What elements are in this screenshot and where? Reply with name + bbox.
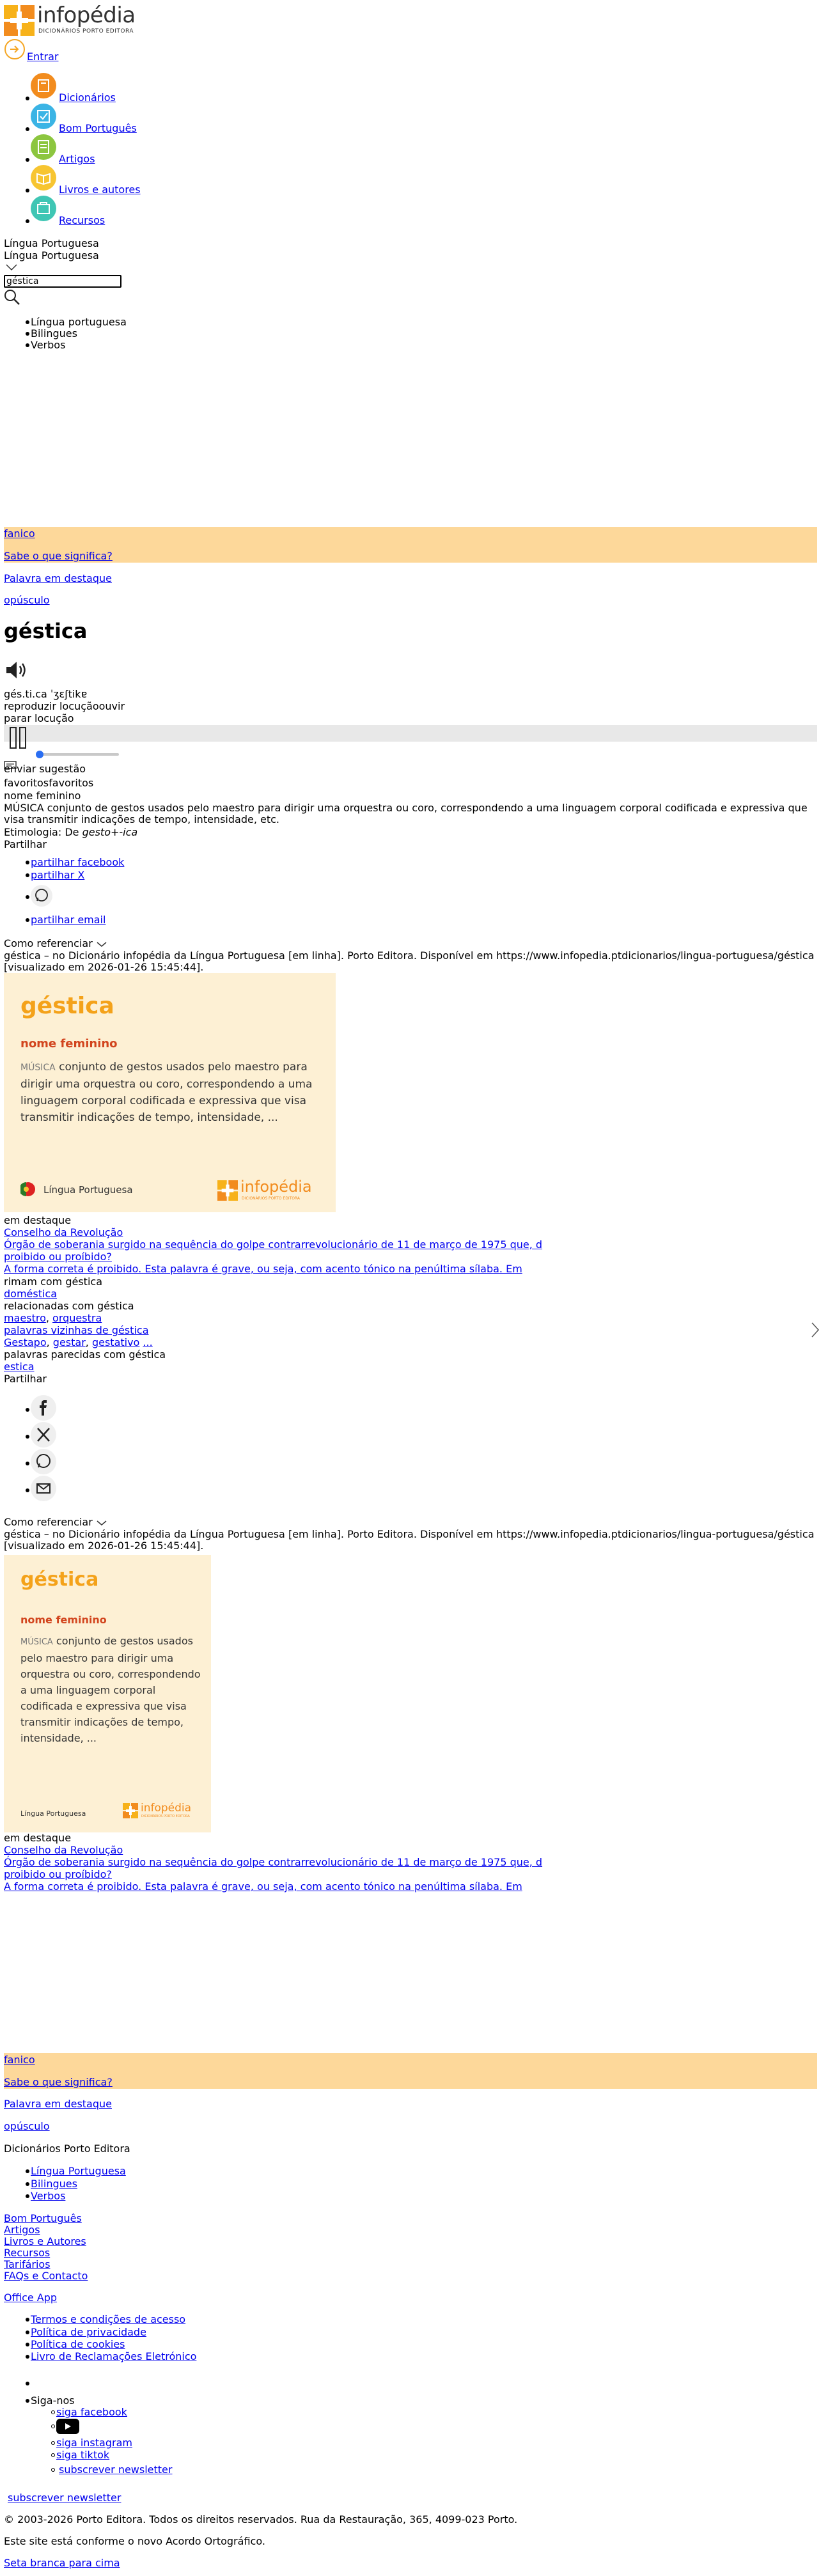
- play-alt: reproduzir locução: [4, 700, 99, 712]
- highlight-title-3[interactable]: Conselho da Revolução: [4, 1844, 123, 1856]
- similar-label: palavras parecidas com géstica: [4, 1348, 166, 1361]
- card-brand-name-2: infopédia: [141, 1802, 192, 1815]
- rhyme-word[interactable]: doméstica: [4, 1288, 58, 1300]
- etymology: [4, 827, 137, 838]
- card-brand-2: [123, 1802, 199, 1821]
- play-audio[interactable]: [4, 701, 196, 712]
- promo-cta[interactable]: Sabe o que significa?: [4, 550, 113, 562]
- neighbor-words: Gestapo, gestar, gestativo ...: [4, 1336, 153, 1348]
- promo-word-link[interactable]: fanico: [4, 527, 35, 540]
- cite-toggle[interactable]: [4, 938, 196, 949]
- share-email[interactable]: partilhar email: [31, 914, 106, 926]
- rhymes-label: rimam com géstica: [4, 1276, 102, 1288]
- card-language: Língua Portuguesa: [43, 1184, 133, 1196]
- favorites-alt: favoritos: [4, 777, 49, 789]
- featured-word-2[interactable]: opúsculo: [4, 2120, 50, 2132]
- highlight-excerpt-2[interactable]: A forma correta é proibido. Esta palavra é grave, ou seja, com acento tónico na penúltima sílaba. Em: [4, 1263, 522, 1275]
- favorites-button[interactable]: [4, 777, 196, 789]
- follow-newsletter[interactable]: subscrever newsletter: [59, 2463, 173, 2476]
- card-domain: MÚSICA: [20, 1063, 56, 1073]
- citation-text: géstica – no Dicionário infopédia da Língua Portuguesa [em linha]. Porto Editora. Disponível em https://www.infopedia.ptdicionarios/lingua-portuguesa/géstica [visualizado em 2026-01-26 15:45:44].: [4, 949, 815, 973]
- related-label: relacionadas com géstica: [4, 1300, 134, 1312]
- share-facebook-button[interactable]: [31, 1395, 56, 1421]
- whatsapp-icon: [31, 1449, 56, 1474]
- footer-link-pricing[interactable]: Tarifários: [4, 2258, 51, 2270]
- domain-label: MÚSICA: [4, 802, 44, 814]
- footer-privacy[interactable]: Política de privacidade: [31, 2326, 146, 2338]
- audio-player[interactable]: [4, 725, 817, 763]
- card-text: conjunto de gestos usados pelo maestro para dirigir uma orquestra ou coro, correspondendo a uma linguagem corporal codificada e expressiva que visa transmitir indicações de tempo, intensidade, ...: [20, 1061, 313, 1124]
- headword: géstica: [4, 619, 88, 643]
- footer-newsletter[interactable]: subscrever newsletter: [8, 2492, 121, 2504]
- dictionaries-icon: [31, 73, 56, 98]
- footer-dict-bilingual[interactable]: Bilingues: [31, 2178, 77, 2190]
- highlights-label-2: em destaque: [4, 1832, 72, 1844]
- highlight-title-2[interactable]: proibido ou proíbido?: [4, 1251, 112, 1263]
- option-portuguese[interactable]: Língua portuguesa: [31, 316, 127, 328]
- cite-label-2: Como referenciar: [4, 1516, 93, 1528]
- card-brand-sub-2: DICIONÁRIOS PORTO EDITORA: [141, 1815, 190, 1818]
- card-definition-2: [20, 1633, 201, 1746]
- card-text-2: conjunto de gestos usados pelo maestro para dirigir uma orquestra ou coro, correspondendo a uma linguagem corporal codificada e expressiva que visa transmitir indicações de tempo, intensidade, ...: [20, 1635, 201, 1744]
- highlight-excerpt-3[interactable]: Órgão de soberania surgido na sequência do golpe contrarrevolucionário de 11 de março de 1975 que, d: [4, 1856, 543, 1868]
- share-whatsapp-button[interactable]: [31, 1449, 56, 1474]
- card-title-2: géstica: [20, 1568, 99, 1591]
- share-email-button[interactable]: [31, 1476, 56, 1501]
- footer-link-bom-portugues[interactable]: Bom Português: [4, 2212, 82, 2224]
- card-grammar: nome feminino: [20, 1037, 118, 1050]
- featured-word[interactable]: opúsculo: [4, 594, 50, 606]
- etymology-term: gesto+-ica: [82, 826, 138, 838]
- card-brand-sub: DICIONÁRIOS PORTO EDITORA: [242, 1196, 301, 1201]
- entry-card: [4, 973, 336, 1212]
- cite-label: Como referenciar: [4, 937, 93, 949]
- x-icon: [31, 1422, 56, 1448]
- footer-terms[interactable]: Termos e condições de acesso: [31, 2313, 186, 2325]
- highlight-title-4[interactable]: proibido ou proíbido?: [4, 1868, 112, 1880]
- footer-dict-verbs[interactable]: Verbos: [31, 2190, 66, 2202]
- suggest-label: enviar sugestão: [4, 763, 86, 775]
- share-x[interactable]: partilhar X: [31, 869, 85, 881]
- portugal-flag-icon: [20, 1182, 36, 1197]
- featured-word-label[interactable]: Palavra em destaque: [4, 572, 112, 584]
- follow-instagram[interactable]: siga instagram: [56, 2437, 132, 2449]
- chevron-down-icon: [96, 1520, 107, 1526]
- neighbor-more[interactable]: ...: [143, 1336, 153, 1348]
- footer-link-faq[interactable]: FAQs e Contacto: [4, 2270, 88, 2282]
- logo-mark-icon: [123, 1803, 138, 1818]
- audio-seek-slider[interactable]: [36, 751, 121, 758]
- login-area[interactable]: [4, 38, 81, 64]
- chevron-down-icon: [96, 941, 107, 948]
- highlight-excerpt-1[interactable]: Órgão de soberania surgido na sequência do golpe contrarrevolucionário de 11 de março de 1975 que, d: [4, 1238, 543, 1251]
- suggest-area[interactable]: [4, 761, 196, 775]
- logo-mark-icon: [4, 5, 35, 36]
- whatsapp-icon: [31, 885, 52, 907]
- footer-dicts-list: [0, 2166, 192, 2204]
- dictionary-label: Língua Portuguesa: [4, 237, 99, 249]
- promo-banner-2[interactable]: [4, 2053, 817, 2089]
- speaker-icon[interactable]: [4, 660, 29, 680]
- logo-subtitle: DICIONÁRIOS PORTO EDITORA: [38, 28, 134, 35]
- search-icon[interactable]: [4, 289, 20, 306]
- nav-resources[interactable]: Recursos: [59, 214, 106, 226]
- articles-icon: [31, 134, 56, 160]
- play-label: ouvir: [98, 700, 125, 712]
- neighbor-word-2[interactable]: gestar: [52, 1336, 86, 1348]
- footer-office-app[interactable]: Office App: [4, 2291, 58, 2304]
- main-nav: [0, 70, 256, 230]
- pause-icon[interactable]: [9, 725, 28, 751]
- neighbors-label[interactable]: palavras vizinhas de géstica: [4, 1324, 149, 1336]
- highlight-excerpt-4[interactable]: A forma correta é proibido. Esta palavra é grave, ou seja, com acento tónico na penúltima sílaba. Em: [4, 1880, 522, 1893]
- definition: [4, 802, 817, 825]
- entry-card-2: [4, 1555, 211, 1832]
- card-grammar-2: nome feminino: [20, 1614, 107, 1626]
- nav-articles[interactable]: Artigos: [59, 153, 95, 165]
- grammar-category: nome feminino: [4, 790, 81, 802]
- share-label-2: Partilhar: [4, 1373, 47, 1385]
- books-icon: [31, 165, 56, 191]
- youtube-icon[interactable]: [56, 2419, 79, 2434]
- email-icon: [31, 1476, 56, 1501]
- footer-orthography: Este site está conforme o novo Acordo Ortográfico.: [4, 2535, 265, 2547]
- logo-mark-icon: [217, 1180, 238, 1201]
- share-whatsapp[interactable]: [31, 885, 52, 907]
- search-input[interactable]: [4, 275, 121, 288]
- promo-cta-2[interactable]: Sabe o que significa?: [4, 2076, 113, 2088]
- footer-dicts-heading: Dicionários Porto Editora: [4, 2143, 130, 2155]
- highlights-label: em destaque: [4, 1214, 72, 1226]
- favorites-label: favoritos: [49, 777, 94, 789]
- share-list: [0, 857, 256, 927]
- login-icon: [4, 38, 26, 60]
- highlight-title-1[interactable]: Conselho da Revolução: [4, 1226, 123, 1238]
- dictionary-options: [0, 316, 192, 355]
- etymology-prefix: Etimologia: De: [4, 826, 82, 838]
- promo-word-link-2[interactable]: fanico: [4, 2054, 35, 2066]
- option-bilingual[interactable]: Bilingues: [31, 327, 77, 340]
- related-words: maestro, orquestra: [4, 1312, 102, 1324]
- card-definition: [20, 1059, 315, 1126]
- stop-audio[interactable]: parar locução: [4, 712, 74, 724]
- related-word-1[interactable]: maestro: [4, 1312, 46, 1324]
- footer-dict-portuguese[interactable]: Língua Portuguesa: [31, 2165, 126, 2177]
- share-list-2: [0, 1394, 128, 1509]
- footer-cookies[interactable]: Política de cookies: [31, 2338, 125, 2350]
- footer-link-articles[interactable]: Artigos: [4, 2224, 40, 2236]
- bom-portugues-icon: [31, 104, 56, 129]
- dictionary-select[interactable]: Língua Portuguesa: [4, 249, 99, 262]
- definition-text: conjunto de gestos usados pelo maestro para dirigir uma orquestra ou coro, correspondendo a uma linguagem corporal codificada e expressiva que visa transmitir indicações de tempo, intensidade, etc.: [4, 802, 808, 825]
- footer-link-books[interactable]: Livros e Autores: [4, 2235, 86, 2247]
- nav-bom-portugues[interactable]: Bom Português: [59, 122, 137, 134]
- related-word-2[interactable]: orquestra: [52, 1312, 102, 1324]
- footer-social: [0, 2394, 256, 2478]
- audio-player-bar: [4, 725, 817, 742]
- site-logo[interactable]: [4, 4, 145, 37]
- card-title: géstica: [20, 993, 114, 1019]
- back-to-top[interactable]: Seta branca para cima: [4, 2557, 120, 2569]
- card-language-2: Língua Portuguesa: [20, 1809, 86, 1818]
- neighbor-word-1[interactable]: Gestapo: [4, 1336, 47, 1348]
- option-verbs[interactable]: Verbos: [31, 339, 66, 351]
- card-brand: [217, 1178, 320, 1203]
- logo-wordmark: infopédia: [37, 3, 136, 28]
- nav-dictionaries[interactable]: Dicionários: [59, 91, 116, 104]
- resources-icon: [31, 196, 56, 221]
- neighbor-word-3[interactable]: gestativo: [91, 1336, 140, 1348]
- follow-label: Siga-nos: [31, 2394, 75, 2407]
- nav-books[interactable]: Livros e autores: [59, 183, 141, 196]
- promo-banner[interactable]: [4, 527, 817, 563]
- chevron-right-icon[interactable]: [811, 1322, 820, 1338]
- similar-word[interactable]: estica: [4, 1361, 35, 1373]
- facebook-icon: [31, 1395, 56, 1421]
- follow-facebook[interactable]: siga facebook: [56, 2406, 127, 2418]
- citation-text-2: géstica – no Dicionário infopédia da Língua Portuguesa [em linha]. Porto Editora. Disponível em https://www.infopedia.ptdicionarios/lingua-portuguesa/géstica [visualizado em 2026-01-26 15:45:44].: [4, 1528, 815, 1552]
- chevron-down-icon[interactable]: [5, 263, 18, 271]
- login-link[interactable]: Entrar: [27, 51, 59, 63]
- footer-legal-list: [0, 2314, 256, 2365]
- follow-tiktok[interactable]: siga tiktok: [56, 2449, 110, 2461]
- share-label: Partilhar: [4, 838, 47, 850]
- card-brand-name: infopédia: [240, 1178, 312, 1196]
- footer-copyright: © 2003-2026 Porto Editora. Todos os direitos reservados. Rua da Restauração, 365, 4099-023 Porto.: [4, 2513, 518, 2525]
- pronunciation: gés.ti.ca ˈʒɛʃtikɐ: [4, 688, 88, 700]
- card-domain-2: MÚSICA: [20, 1637, 53, 1647]
- cite-toggle-2[interactable]: [4, 1517, 196, 1528]
- footer-complaints[interactable]: Livro de Reclamações Eletrónico: [31, 2350, 197, 2362]
- share-x-button[interactable]: [31, 1422, 56, 1448]
- share-facebook[interactable]: partilhar facebook: [31, 856, 125, 868]
- featured-word-label-2[interactable]: Palavra em destaque: [4, 2098, 112, 2110]
- footer-empty-bullet: [26, 2382, 29, 2385]
- footer-link-resources[interactable]: Recursos: [4, 2247, 51, 2259]
